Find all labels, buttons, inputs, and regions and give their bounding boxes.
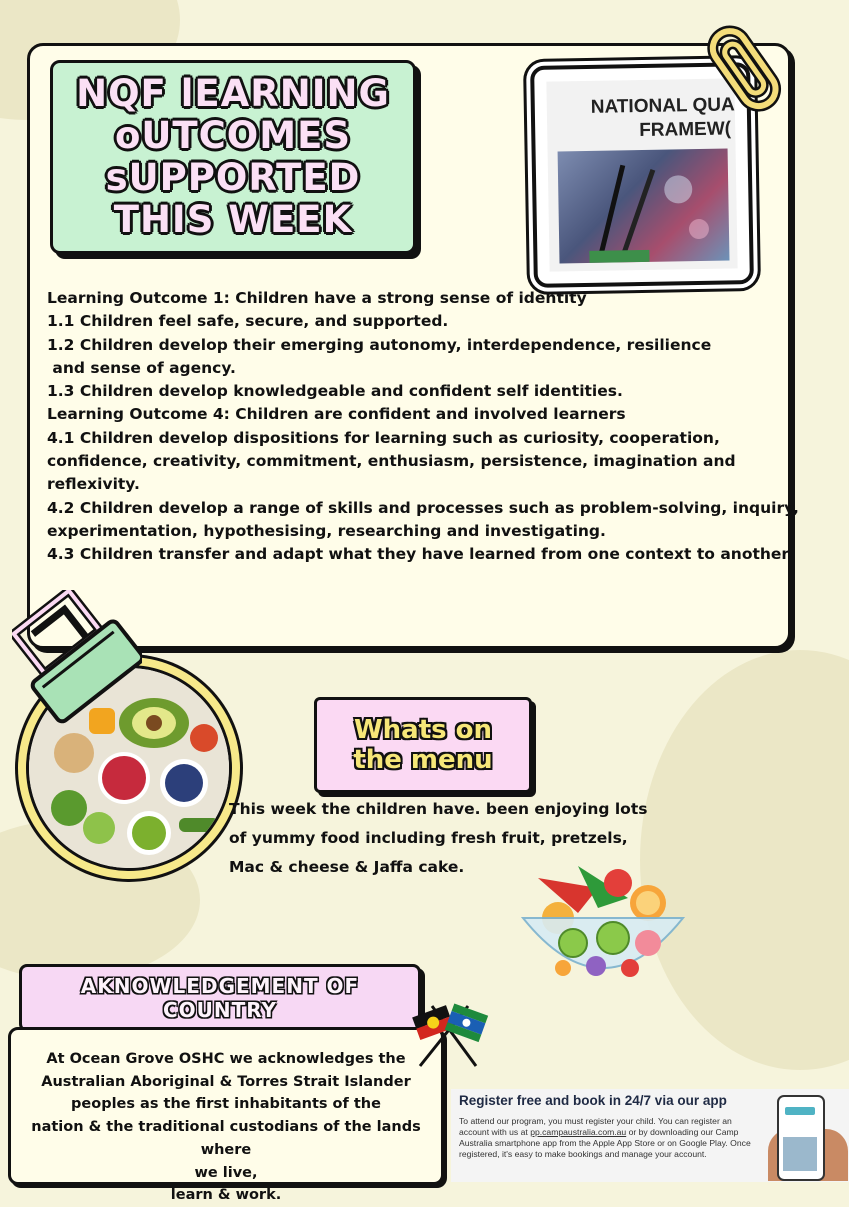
outcome-line: 1.3 Children develop knowledgeable and confident self identities. bbox=[47, 382, 623, 401]
title-box bbox=[50, 60, 416, 254]
acknowledgement-title-box bbox=[19, 964, 421, 1032]
binder-clip-icon bbox=[12, 590, 142, 725]
outcome-line: 4.3 Children transfer and adapt what they have learned from one context to another. bbox=[47, 545, 793, 564]
page-title bbox=[76, 73, 390, 241]
flags-icon bbox=[410, 998, 490, 1068]
pens-icon bbox=[558, 149, 730, 264]
outcome-line: confidence, creativity, commitment, enthusiasm, persistence, imagination and bbox=[47, 452, 736, 471]
title-line: sUPPORTED bbox=[105, 156, 361, 199]
acknowledgement-title-line: AKNOWLEDGEMENT OF bbox=[80, 974, 360, 998]
outcome-line: 1.1 Children feel safe, secure, and supported. bbox=[47, 312, 449, 331]
phone-app-icon bbox=[777, 1095, 825, 1181]
framework-book-image bbox=[558, 149, 730, 264]
acknowledgement-title-line: COUNTRY bbox=[162, 998, 278, 1022]
register-panel bbox=[451, 1089, 849, 1182]
outcome-line: reflexivity. bbox=[47, 475, 140, 494]
acknowledgement-line: nation & the traditional custodians of the lands where bbox=[31, 1119, 421, 1158]
menu-title-line: the menu bbox=[353, 745, 493, 775]
register-title: Register free and book in 24/7 via our app bbox=[459, 1093, 727, 1108]
outcome-line: experimentation, hypothesising, researching and investigating. bbox=[47, 521, 606, 540]
menu-title-line: Whats on bbox=[353, 715, 493, 745]
photo-caption-line: FRAMEW( bbox=[639, 118, 732, 142]
paperclip-icon bbox=[705, 18, 785, 118]
register-body-text: To attend our program, you must register your child. You can register an account with us at bbox=[459, 1116, 732, 1137]
acknowledgement-title bbox=[81, 974, 359, 1022]
fruit-salad-icon bbox=[518, 858, 688, 998]
photo-caption-line: NATIONAL QUA bbox=[590, 94, 735, 118]
outcome-line: Learning Outcome 4: Children are confident and involved learners bbox=[47, 405, 626, 424]
register-body-text: or by downloading our Camp Australia smartphone app from the Apple App Store or on Google Play. Once registered, it's easy to make bookings and manage your account. bbox=[459, 1127, 751, 1159]
acknowledgement-line: At Ocean Grove OSHC we acknowledges the bbox=[46, 1051, 406, 1067]
outcome-line: 4.2 Children develop a range of skills and processes such as problem-solving, inquiry, bbox=[47, 498, 799, 517]
register-body bbox=[459, 1116, 759, 1160]
acknowledgement-text bbox=[11, 1048, 441, 1207]
register-link[interactable]: pp.campaustralia.com.au bbox=[530, 1127, 627, 1137]
acknowledgement-line: we live, bbox=[194, 1164, 258, 1181]
outcome-line: Learning Outcome 1: Children have a strong sense of identity bbox=[47, 289, 587, 307]
acknowledgement-box bbox=[8, 1027, 444, 1204]
acknowledgement-line: Australian Aboriginal & Torres Strait Islander bbox=[41, 1073, 411, 1090]
menu-title bbox=[353, 715, 492, 775]
menu-description: This week the children have. been enjoying lots of yummy food including fresh fruit, pretzels, Mac & cheese & Jaffa cake. bbox=[229, 800, 648, 876]
menu-title-box bbox=[314, 697, 532, 793]
outcome-line: 4.1 Children develop dispositions for learning such as curiosity, cooperation, bbox=[47, 428, 720, 447]
learning-outcomes-list bbox=[47, 287, 799, 567]
title-line: oUTCOMES bbox=[114, 114, 352, 157]
outcome-line: 1.2 Children develop their emerging autonomy, interdependence, resilience bbox=[47, 335, 712, 354]
outcome-line: and sense of agency. bbox=[47, 358, 236, 377]
acknowledgement-line: peoples as the first inhabitants of the bbox=[71, 1096, 381, 1113]
title-line: THIS WEEK bbox=[113, 198, 353, 241]
title-line: NQF lEARNING bbox=[76, 72, 390, 115]
acknowledgement-line: learn & work. bbox=[170, 1187, 282, 1204]
